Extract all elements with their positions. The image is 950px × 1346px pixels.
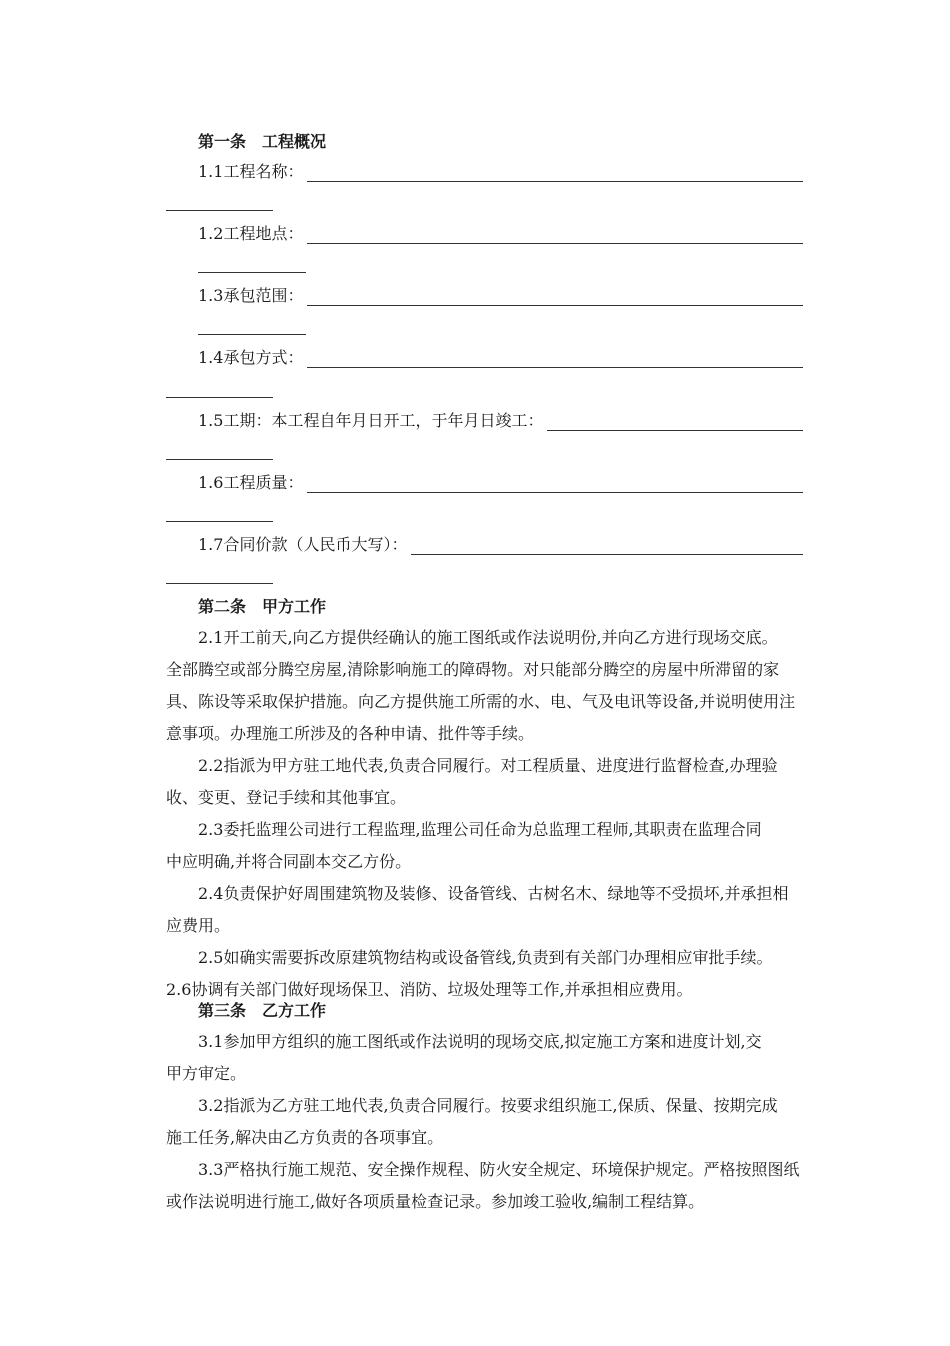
blank-line[interactable] — [307, 475, 803, 493]
text-line: 具、陈设等采取保护措施。向乙方提供施工所需的水、电、气及电讯等设备,并说明使用注 — [166, 692, 796, 711]
text-line: 2.4负责保护好周围建筑物及装修、设备管线、古树名木、绿地等不受损坏,并承担相 — [198, 884, 789, 903]
text-line: 中应明确,并将合同副本交乙方份。 — [166, 852, 412, 871]
field-project-name[interactable] — [198, 160, 803, 182]
blank-line[interactable] — [307, 350, 803, 368]
article2-heading: 第二条 甲方工作 — [198, 597, 327, 616]
article3-heading: 第三条 乙方工作 — [198, 1001, 327, 1020]
text-line: 甲方审定。 — [166, 1064, 247, 1083]
field-label: 1.2工程地点： — [198, 224, 304, 243]
field-contract-price[interactable] — [198, 533, 803, 555]
blank-line-continuation — [198, 334, 306, 335]
blank-line-continuation — [198, 272, 306, 273]
blank-line[interactable] — [307, 288, 803, 306]
text-line: 3.1参加甲方组织的施工图纸或作法说明的现场交底,拟定施工方案和进度计划,交 — [198, 1032, 762, 1051]
blank-line-continuation — [166, 397, 273, 398]
blank-line-continuation — [166, 459, 273, 460]
text-line: 3.3严格执行施工规范、安全操作规程、防火安全规定、环境保护规定。严格按照图纸 — [198, 1160, 800, 1179]
field-project-location[interactable] — [198, 222, 803, 244]
blank-line[interactable] — [307, 164, 803, 182]
field-construction-period[interactable] — [198, 409, 803, 431]
article2-body — [166, 622, 806, 1006]
text-line: 意事项。办理施工所涉及的各种申请、批件等手续。 — [166, 724, 535, 743]
field-label: 1.4承包方式： — [198, 348, 304, 367]
field-label: 1.6工程质量： — [198, 473, 304, 492]
text-line: 3.2指派为乙方驻工地代表,负责合同履行。按要求组织施工,保质、保量、按期完成 — [198, 1096, 778, 1115]
article3-body — [166, 1026, 806, 1218]
text-line: 2.3委托监理公司进行工程监理,监理公司任命为总监理工程师,其职责在监理合同 — [198, 820, 762, 839]
text-line: 施工任务,解决由乙方负责的各项事宜。 — [166, 1128, 444, 1147]
blank-line-continuation — [166, 521, 273, 522]
text-line: 2.6协调有关部门做好现场保卫、消防、垃圾处理等工作,并承担相应费用。 — [166, 980, 693, 999]
blank-line[interactable] — [411, 537, 803, 555]
blank-line-continuation — [166, 210, 273, 211]
field-label: 1.3承包范围： — [198, 286, 304, 305]
field-contract-method[interactable] — [198, 346, 803, 368]
field-contract-scope[interactable] — [198, 284, 803, 306]
text-line: 收、变更、登记手续和其他事宜。 — [166, 788, 407, 807]
field-project-quality[interactable] — [198, 471, 803, 493]
field-label: 1.7合同价款（人民币大写）： — [198, 535, 408, 554]
blank-line[interactable] — [547, 413, 803, 431]
article1-heading: 第一条 工程概况 — [198, 132, 327, 151]
blank-line[interactable] — [307, 226, 803, 244]
text-line: 2.5如确实需要拆改原建筑物结构或设备管线,负责到有关部门办理相应审批手续。 — [198, 948, 773, 967]
field-label: 1.5工期：本工程自年月日开工，于年月日竣工： — [198, 411, 544, 430]
text-line: 2.2指派为甲方驻工地代表,负责合同履行。对工程质量、进度进行监督检查,办理验 — [198, 756, 778, 775]
text-line: 应费用。 — [166, 916, 231, 935]
text-line: 2.1开工前天,向乙方提供经确认的施工图纸或作法说明份,并向乙方进行现场交底。 — [198, 628, 778, 647]
text-line: 全部腾空或部分腾空房屋,清除影响施工的障碍物。对只能部分腾空的房屋中所滞留的家 — [166, 660, 780, 679]
field-label: 1.1工程名称： — [198, 162, 304, 181]
text-line: 或作法说明进行施工,做好各项质量检查记录。参加竣工验收,编制工程结算。 — [166, 1192, 705, 1211]
blank-line-continuation — [166, 583, 273, 584]
